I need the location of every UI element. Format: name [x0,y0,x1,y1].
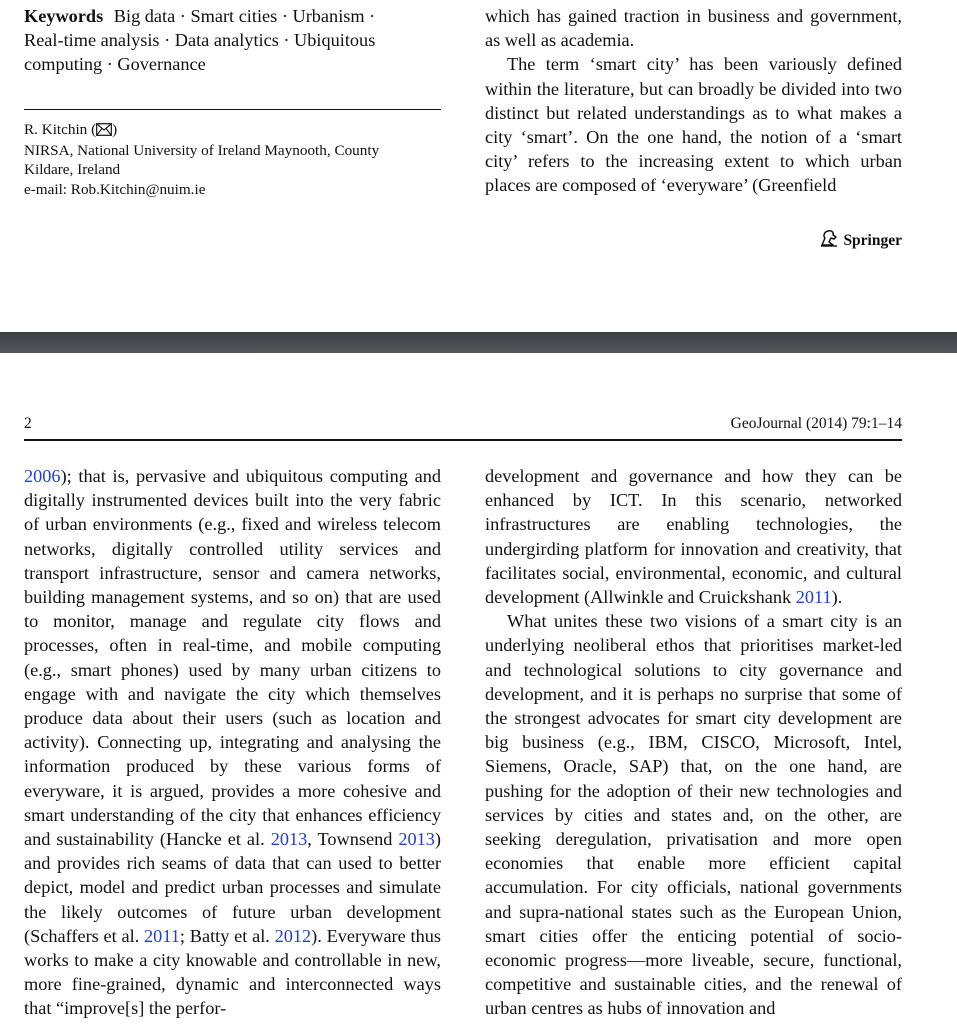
author-name-close: ) [112,121,118,138]
author-email[interactable]: e-mail: Rob.Kitchin@nuim.ie [24,180,206,198]
citation-link[interactable]: 2006 [24,466,61,486]
publisher-name: Springer [843,231,902,249]
citation-link[interactable]: 2013 [398,829,435,850]
page-separator [0,332,957,353]
author-affiliation-2: Kildare, Ireland [24,161,121,179]
paragraph: which has gained traction in business and government, as well as academia. [485,6,902,51]
keywords-block [24,4,441,77]
publisher-logo [819,229,902,252]
paragraph [24,464,441,1021]
paragraph-text: ). [831,587,843,608]
keywords-label: Keywords [24,6,104,26]
page-2-left-column [24,464,441,1021]
page-1-right-column [485,4,902,198]
page-number: 2 [24,415,32,432]
paragraph-text: ) and provides rich seams of data that can used to better depict, model and predict urban processes and simulate the likely outcomes of future urban development (Schaffers et al. [24,829,441,946]
paragraph-text: ; Batty et al. [179,925,275,946]
author-footnote [24,120,441,199]
paragraph-text: development and governance and how they can be enhanced by ICT. In this scenario, networked infrastructures are enabling technologies, the undergirding platform for innovation and creativity, that facilitates social, environmental, economic, and cultural development (Allwinkle and Cruickshank [485,466,902,608]
page-2 [0,353,957,1024]
paragraph-text: , Townsend [307,829,399,850]
springer-horse-icon [819,229,839,252]
paragraph: The term ‘smart city’ has been variously defined within the literature, but can broadly be divided into two distinct but related understandings as to what makes a city ‘smart’. On the one hand, the notion of a ‘smart city’ refers to the increasing extent to which urban places are composed of ‘everyware’ (Greenfield [485,54,902,196]
page-2-right-column [485,464,902,1021]
author-affiliation-1: NIRSA, National University of Ireland Maynooth, County [24,142,380,160]
envelope-icon [96,122,112,141]
paragraph-text: ); that is, pervasive and ubiquitous computing and digitally instrumented devices built into the very fabric of urban environments (e.g., fixed and wireless telecom networks, digitally controlled utility services and transport infrastructure, sensor and camera networks, building management systems, and so on) that are used to monitor, manage and regulate city flows and processes, often in real-time, and mobile computing (e.g., smart phones) used by many urban citizens to engage with and navigate the city which themselves produce data about their users (such as location and activity). Connecting up, integrating and analysing the information produced by these various forms of everyware, it is argued, provides a more cohesive and smart understanding of the city that enhances efficiency and sustainability (Hancke et al. [24,466,441,850]
keywords-line-3: computing · Governance [24,54,206,75]
footnote-divider [24,109,441,110]
citation-link[interactable]: 2011 [795,587,832,608]
paragraph: What unites these two visions of a smart city is an underlying neoliberal ethos that prioritises market-led and technological solutions to city governance and development, and it is perhaps no surprise that some of the strongest advocates for smart city development are big business (e.g., IBM, CISCO, Microsoft, Intel, Siemens, Oracle, SAP) that, on the one hand, are pushing for the adoption of their new technologies and services by cities and states and, on the other, are seeking deregulation, privatisation and more open economies that enable more efficient capital accumulation. For city officials, national governments and supra-national states such as the European Union, smart cities offer the enticing potential of socio-economic progress—more liveable, secure, functional, competitive and sustainable cities, and the renewal of urban centres as hubs of innovation and [485,611,902,1019]
keywords-line-2: Real-time analysis · Data analytics · Ubiquitous [24,30,376,51]
citation-link[interactable]: 2013 [270,829,308,850]
author-name-line [24,120,441,141]
paragraph-text: ). Everyware thus works to make a city knowable and controllable in new, more fine-grained, dynamic and interconnected ways that “improve[s] the perfor- [24,925,441,1019]
page-1-bottom [0,0,957,332]
citation-link[interactable]: 2011 [144,925,180,946]
citation-link[interactable]: 2012 [274,925,312,946]
paragraph [485,464,902,609]
keywords-line-1: Big data · Smart cities · Urbanism · [113,6,376,26]
header-rule [24,439,902,441]
author-name: R. Kitchin ( [24,121,97,138]
running-header: GeoJournal (2014) 79:1–14 [730,415,902,432]
